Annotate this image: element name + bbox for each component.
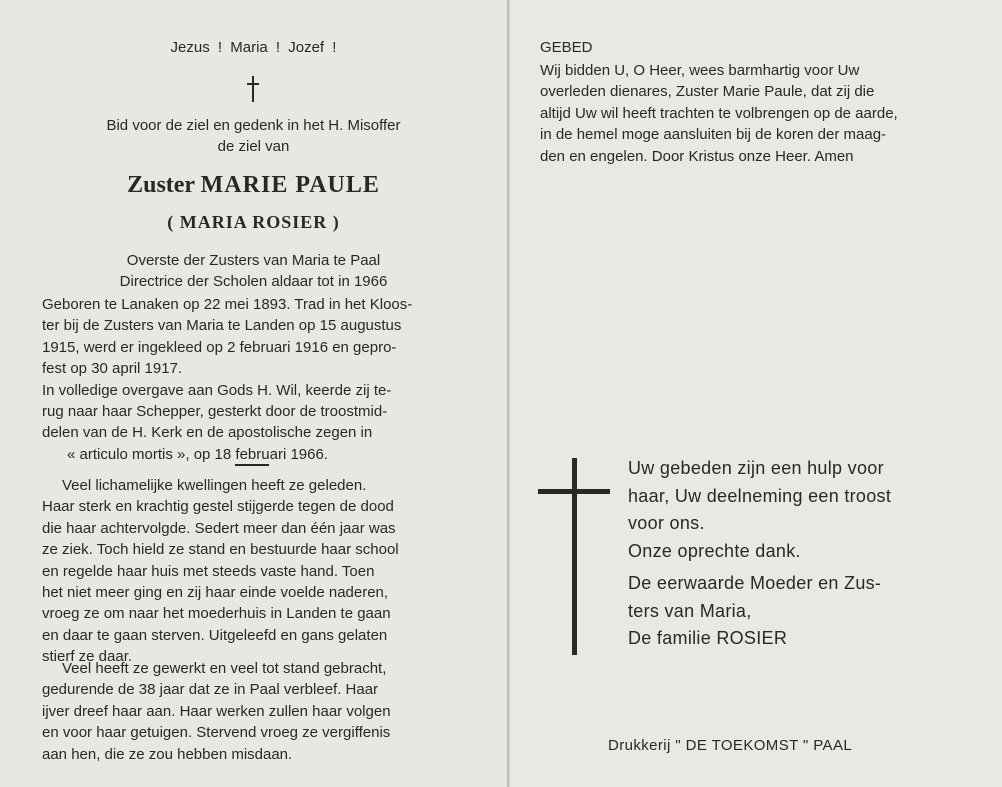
deceased-name-heading: [0, 170, 507, 200]
prayer-line: overleden dienares, Zuster Marie Paule, dat zij die: [540, 83, 875, 101]
invocation: Jezus ! Maria ! Jozef !: [170, 39, 337, 56]
thanks-line: voor ons.: [628, 513, 705, 533]
prayer-line: in de hemel moge aansluiten bij de koren der maag-: [540, 126, 887, 144]
biography: [42, 294, 467, 465]
printer-credit: Drukkerij " DE TOEKOMST " PAAL: [608, 737, 853, 754]
signatory-line: De eerwaarde Moeder en Zus-: [628, 573, 882, 593]
paragraph-line: stierf ze daar.: [42, 648, 133, 666]
thanks-line: Onze oprechte dank.: [628, 540, 801, 561]
paragraph-line: aan hen, die ze zou hebben misdaan.: [42, 745, 293, 763]
prayer-text: [540, 60, 959, 167]
paragraph-line: Veel lichamelijke kwellingen heeft ze geleden.: [62, 477, 367, 494]
prayer-line: altijd Uw wil heeft trachten te volbrengen op de aarde,: [540, 104, 898, 122]
signatory-line: De familie ROSIER: [628, 628, 788, 648]
divider-rule: [235, 464, 269, 466]
paragraph-line: die haar achtervolgde. Sedert meer dan één jaar was: [42, 519, 396, 537]
thanks-text: [628, 455, 955, 565]
title-line-2: Directrice der Scholen aldaar tot in 1966: [119, 273, 388, 290]
paragraph-line: het niet meer ging en zij haar einde voelde naderen,: [42, 584, 389, 602]
paragraph-illness: [42, 475, 467, 668]
prayer-line: Wij bidden U, O Heer, wees barmhartig voor Uw: [540, 62, 860, 79]
thanks-line: Uw gebeden zijn een hulp voor: [628, 458, 884, 478]
paragraph-line: Veel heeft ze gewerkt en veel tot stand gebracht,: [62, 660, 387, 677]
large-cross-bar: [538, 489, 610, 494]
biography-line: delen van de H. Kerk en de apostolische zegen in: [42, 424, 373, 442]
biography-line: « articulo mortis », op 18 februari 1966.: [67, 445, 328, 463]
biography-line: ter bij de Zusters van Maria te Landen op 15 augustus: [42, 317, 402, 335]
intro-line-1: Bid voor de ziel en gedenk in het H. Misoffer: [106, 117, 401, 134]
biography-line: Geboren te Lanaken op 22 mei 1893. Trad in het Kloos-: [42, 296, 413, 313]
paragraph-line: en daar te gaan sterven. Uitgeleefd en gans gelaten: [42, 626, 388, 644]
biography-line: fest op 30 april 1917.: [42, 360, 183, 378]
birth-name: ( MARIA ROSIER ): [167, 212, 340, 232]
cross-icon: [246, 76, 260, 102]
paragraph-line: Haar sterk en krachtig gestel stijgerde tegen de dood: [42, 498, 394, 516]
signatories: [628, 570, 955, 653]
biography-line: 1915, werd er ingekleed op 2 februari 1916 en gepro-: [42, 338, 397, 356]
paragraph-work: [42, 658, 467, 765]
paragraph-line: gedurende de 38 jaar dat ze in Paal verbleef. Haar: [42, 681, 379, 699]
thanks-line: haar, Uw deelneming een troost: [628, 485, 892, 506]
intro-line-2: de ziel van: [217, 138, 290, 155]
paragraph-line: ijver dreef haar aan. Haar werken zullen haar volgen: [42, 702, 391, 720]
paragraph-line: en regelde haar huis met steeds vaste hand. Toen: [42, 562, 375, 580]
biography-line: In volledige overgave aan Gods H. Wil, keerde zij te-: [42, 381, 392, 399]
prayer-line: den en engelen. Door Kristus onze Heer. Amen: [540, 147, 854, 165]
signatory-line: ters van Maria,: [628, 600, 752, 621]
paragraph-line: ze ziek. Toch hield ze stand en bestuurde haar school: [42, 541, 399, 559]
deceased-name: MARIE PAULE: [200, 172, 380, 198]
prayer-heading: GEBED: [540, 39, 593, 56]
paragraph-line: vroeg ze om naar het moederhuis in Landen te gaan: [42, 605, 391, 623]
title-line-1: Overste der Zusters van Maria te Paal: [126, 252, 381, 269]
name-prefix: Zuster: [127, 172, 201, 198]
paragraph-line: en voor haar getuigen. Stervend vroeg ze vergiffenis: [42, 724, 391, 742]
biography-line: rug naar haar Schepper, gesterkt door de troostmid-: [42, 403, 388, 421]
large-cross-icon: [572, 458, 577, 655]
